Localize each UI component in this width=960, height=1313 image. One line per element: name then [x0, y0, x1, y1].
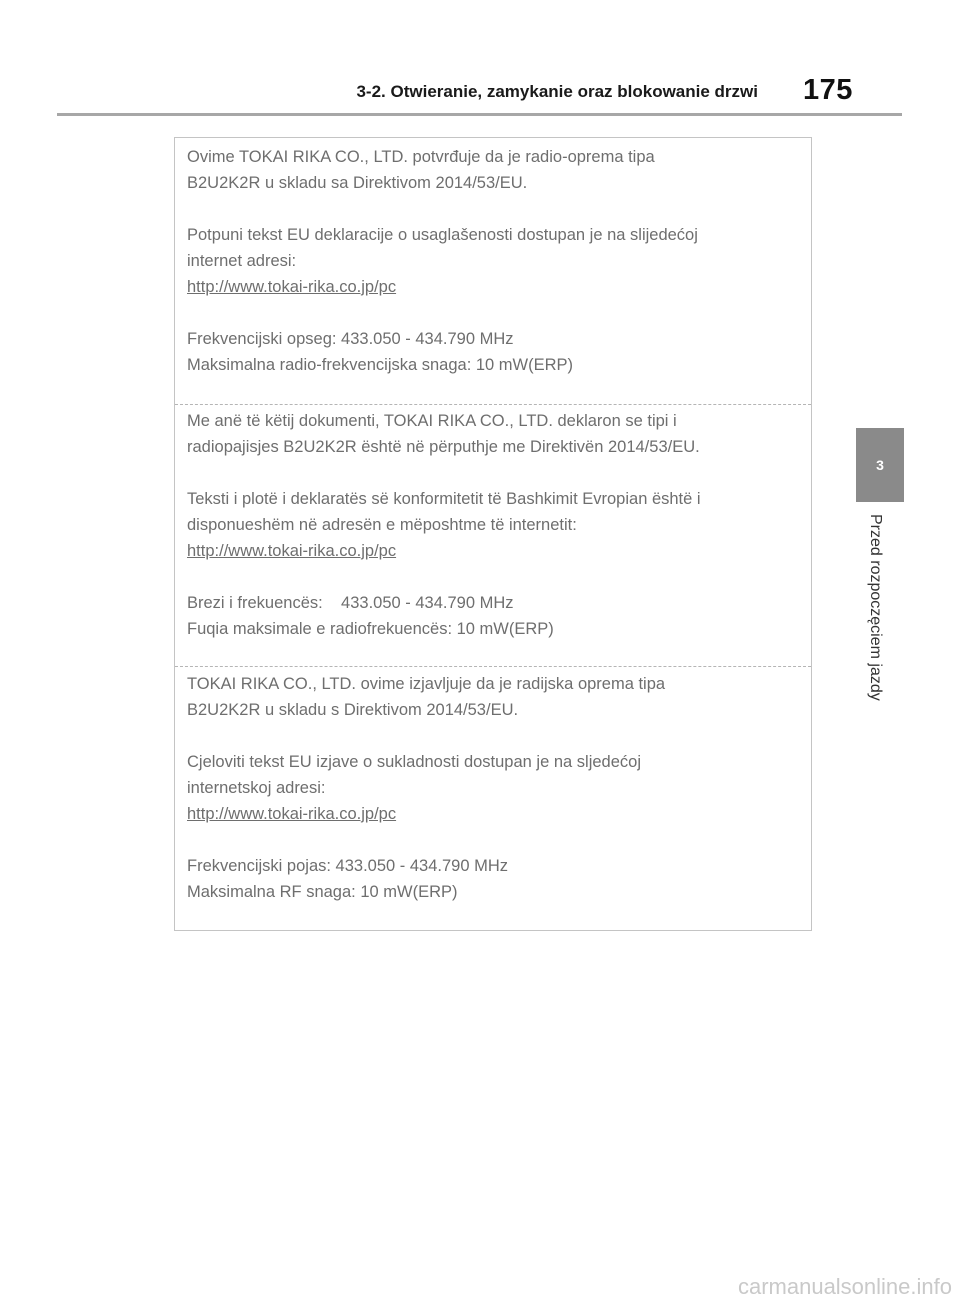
max-power: Maksimalna RF snaga: 10 mW(ERP) — [187, 883, 458, 901]
declaration-text: TOKAI RIKA CO., LTD. ovime izjavljuje da je radijska oprema tipa — [187, 675, 666, 693]
chapter-number: 3 — [876, 457, 884, 473]
section-title: 3-2. Otwieranie, zamykanie oraz blokowanie drzwi — [356, 82, 758, 101]
availability-text: internet adresi: — [187, 252, 297, 270]
declaration-albanian — [175, 405, 811, 667]
declaration-text: Me anë të këtij dokumenti, TOKAI RIKA CO., LTD. deklaron se tipi i — [187, 412, 677, 430]
watermark: carmanualsonline.info — [737, 1274, 952, 1299]
chapter-title: Przed rozpoczęciem jazdy — [867, 514, 884, 701]
declaration-bosnian — [175, 138, 811, 405]
max-power: Maksimalna radio-frekvencijska snaga: 10 mW(ERP) — [187, 356, 574, 374]
availability-text: Teksti i plotë i deklaratës së konformitetit të Bashkimit Evropian është i — [187, 490, 701, 508]
frequency-band: Frekvencijski pojas: 433.050 - 434.790 MHz — [187, 857, 508, 875]
page-number: 175 — [803, 74, 853, 106]
declaration-link[interactable]: http://www.tokai-rika.co.jp/pc — [187, 278, 397, 296]
chapter-tab — [856, 428, 904, 502]
max-power: Fuqia maksimale e radiofrekuencës: 10 mW(ERP) — [187, 620, 554, 638]
availability-text: internetskoj adresi: — [187, 779, 326, 797]
declarations-box — [174, 137, 812, 931]
header-divider — [57, 113, 902, 116]
declaration-text: B2U2K2R u skladu s Direktivom 2014/53/EU. — [187, 701, 519, 719]
frequency-band: Frekvencijski opseg: 433.050 - 434.790 MHz — [187, 330, 514, 348]
availability-text: disponueshëm në adresën e mëposhtme të internetit: — [187, 516, 577, 534]
declaration-croatian — [175, 667, 811, 930]
availability-text: Potpuni tekst EU deklaracije o usaglašenosti dostupan je na slijedećoj — [187, 226, 698, 244]
availability-text: Cjeloviti tekst EU izjave o sukladnosti dostupan je na sljedećoj — [187, 753, 641, 771]
declaration-text: B2U2K2R u skladu sa Direktivom 2014/53/EU. — [187, 174, 528, 192]
declaration-link[interactable]: http://www.tokai-rika.co.jp/pc — [187, 805, 397, 823]
declaration-link[interactable]: http://www.tokai-rika.co.jp/pc — [187, 542, 397, 560]
declaration-text: Ovime TOKAI RIKA CO., LTD. potvrđuje da je radio-oprema tipa — [187, 148, 655, 166]
declaration-text: radiopajisjes B2U2K2R është në përputhje me Direktivën 2014/53/EU. — [187, 438, 700, 456]
frequency-band: Brezi i frekuencës: 433.050 - 434.790 MHz — [187, 594, 514, 612]
